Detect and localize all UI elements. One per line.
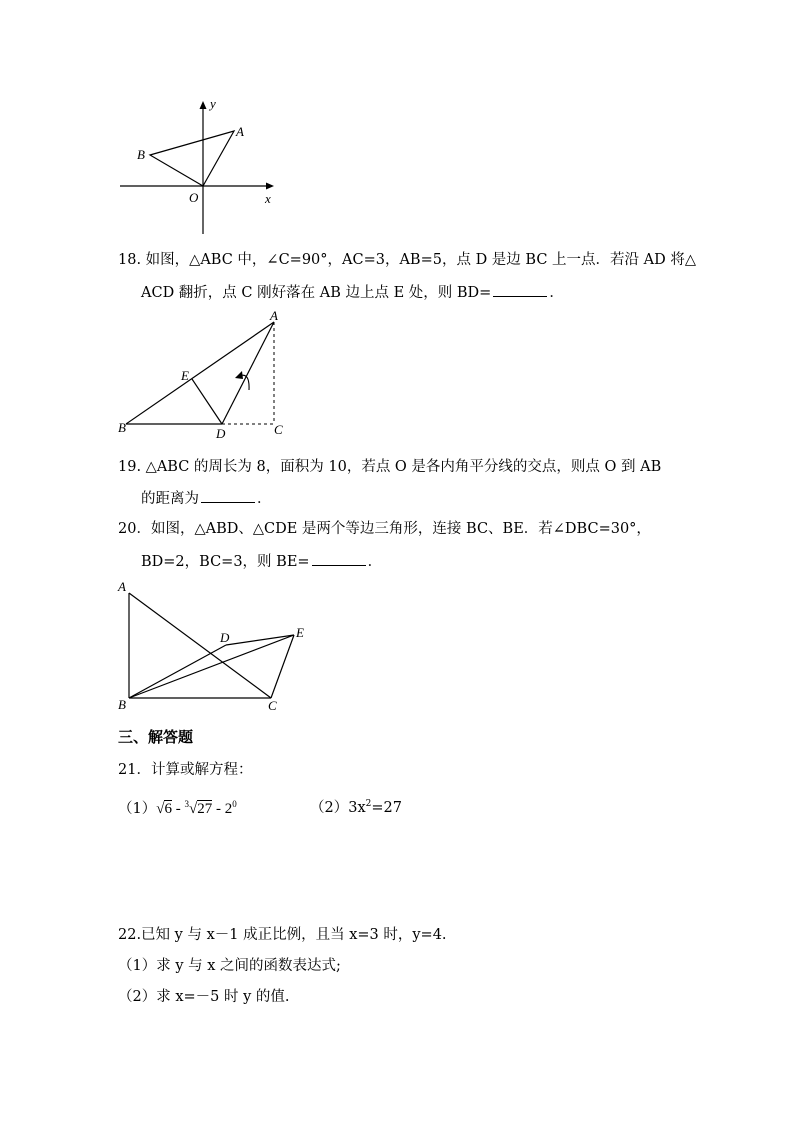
segment-de <box>226 635 294 645</box>
sqrt-radicand: 6 <box>164 801 172 817</box>
label-y: y <box>210 96 216 111</box>
question-18-period: ． <box>549 285 564 301</box>
part-1-label: （1） <box>118 801 157 817</box>
cbrt-radicand: 27 <box>197 801 213 817</box>
answer-blank-18[interactable] <box>493 282 547 297</box>
question-22-line-2: （1）求 y 与 x 之间的函数表达式; <box>118 958 341 974</box>
segment-bd <box>129 645 226 698</box>
answer-blank-20[interactable] <box>312 551 366 566</box>
part-2-label: （2）3x <box>310 799 366 816</box>
label-d: D <box>216 426 226 440</box>
question-19-line-2 <box>141 488 272 509</box>
label-x: x <box>265 191 271 206</box>
figure-17-coordinate-diagram <box>118 96 280 238</box>
question-18-text: ACD 翻折，点 C 刚好落在 AB 边上点 E 处，则 BD= <box>141 285 492 301</box>
question-20-period: ． <box>367 554 383 570</box>
question-20-text: BD=2，BC=3，则 BE= <box>141 554 310 570</box>
label-b: B <box>118 420 126 435</box>
label-e: E <box>296 625 304 640</box>
segment-ad <box>222 322 274 424</box>
figure-18-triangle-fold <box>116 308 292 440</box>
part-2-exponent: 2 <box>365 799 372 809</box>
segment-ab <box>126 322 274 424</box>
question-20-line-1: 20．如图，△ABD、△CDE 是两个等边三角形，连接 BC、BE．若∠DBC=30°， <box>118 521 651 537</box>
question-21-part-1 <box>118 794 237 819</box>
question-19-period: ． <box>257 491 272 507</box>
question-19-text: 的距离为 <box>141 491 199 507</box>
label-a: A <box>118 579 126 594</box>
question-22-line-3: （2）求 x=－5 时 y 的值. <box>118 989 290 1005</box>
question-22-line-1: 22.已知 y 与 x－1 成正比例，且当 x=3 时，y=4. <box>118 927 447 943</box>
triangle-oab <box>150 131 234 186</box>
section-3-heading: 三、解答题 <box>118 728 194 746</box>
label-d: D <box>220 630 230 645</box>
fold-arrowhead <box>235 371 243 379</box>
expression-1: $√6 - ^3√27 - 2^0$ <box>156 799 237 817</box>
label-a: A <box>236 124 244 139</box>
part-2-tail: =27 <box>371 799 402 816</box>
segment-ac <box>129 593 271 698</box>
question-19-line-1: 19. △ABC 的周长为 8，面积为 10，若点 O 是各内角平分线的交点，则点 O 到 AB <box>118 459 662 475</box>
power-exponent: 0 <box>232 799 237 809</box>
question-21-title: 21．计算或解方程： <box>118 762 253 778</box>
label-b: B <box>118 697 126 712</box>
label-c: C <box>268 698 277 713</box>
label-a: A <box>270 308 278 323</box>
question-21-part-2 <box>310 794 402 818</box>
question-20-line-2 <box>141 551 382 572</box>
y-axis-arrow <box>200 101 207 109</box>
label-c: C <box>274 422 283 437</box>
label-e: E <box>181 368 189 383</box>
figure-20-equilateral-triangles <box>116 578 312 716</box>
answer-blank-19[interactable] <box>201 488 255 503</box>
label-o: O <box>189 190 199 205</box>
segment-ed <box>192 379 222 424</box>
question-18-line-2 <box>141 282 564 303</box>
label-b: B <box>137 147 145 162</box>
x-axis-arrow <box>266 183 274 190</box>
cbrt-index: 3 <box>184 799 189 809</box>
expression-tail: - 2 <box>215 801 233 817</box>
question-18-line-1: 18. 如图，△ABC 中，∠C=90°，AC=3，AB=5，点 D 是边 BC 上一点．若沿 AD 将△ <box>118 252 697 268</box>
segment-be <box>129 635 294 698</box>
segment-ec <box>271 635 294 698</box>
